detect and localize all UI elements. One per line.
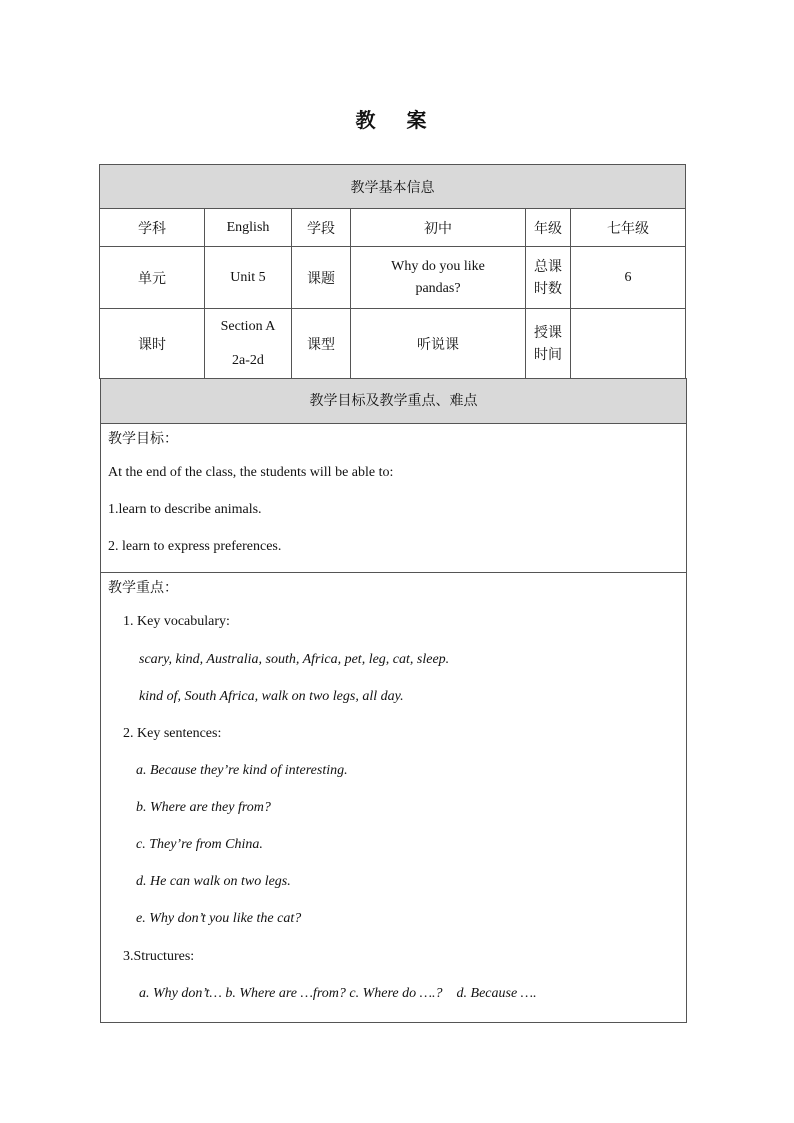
sentence-b: b. Where are they from?: [136, 800, 271, 815]
sentences-heading: 2. Key sentences:: [123, 726, 222, 741]
teaching-time-label-line1: 授课: [534, 324, 562, 341]
grade-label: 年级: [526, 209, 571, 247]
lesson-value-line2: 2a-2d: [232, 352, 264, 368]
teaching-time-label-line2: 时间: [534, 346, 562, 363]
goal-1: 1.learn to describe animals.: [108, 502, 262, 517]
lesson-value-line1: Section A: [220, 318, 276, 334]
goals-block: [101, 424, 686, 573]
total-hours-label-line2: 时数: [534, 280, 562, 297]
goals-intro: At the end of the class, the students will be able to:: [108, 465, 394, 480]
goals-label: 教学目标：: [108, 431, 178, 447]
document-title: 教 案: [355, 108, 439, 132]
vocab-heading: 1. Key vocabulary:: [123, 614, 230, 629]
teaching-time-value: [571, 309, 686, 379]
lesson-label: 课时: [100, 309, 205, 379]
total-hours-value: 6: [571, 247, 686, 309]
sentence-e: e. Why don’t you like the cat?: [136, 911, 302, 926]
unit-label: 单元: [100, 247, 205, 309]
topic-value-line2: pandas?: [415, 280, 461, 296]
objectives-header: 教学目标及教学重点、难点: [101, 379, 686, 424]
unit-value: Unit 5: [205, 247, 292, 309]
stage-value: 初中: [351, 209, 526, 247]
topic-label: 课题: [292, 247, 351, 309]
vocab-line-2: kind of, South Africa, walk on two legs, all day.: [139, 689, 404, 704]
stage-label: 学段: [292, 209, 351, 247]
topic-value: [351, 247, 526, 309]
subject-value: English: [205, 209, 292, 247]
lesson-type-value: 听说课: [351, 309, 526, 379]
sentence-c: c. They’re from China.: [136, 837, 263, 852]
lesson-type-label: 课型: [292, 309, 351, 379]
basic-info-header: 教学基本信息: [100, 165, 686, 209]
goal-2: 2. learn to express preferences.: [108, 539, 282, 554]
vocab-line-1: scary, kind, Australia, south, Africa, pet, leg, cat, sleep.: [139, 652, 450, 667]
structures-line: a. Why don’t… b. Where are …from? c. Where do ….? d. Because ….: [139, 986, 537, 1001]
grade-value: 七年级: [571, 209, 686, 247]
lesson-value: [205, 309, 292, 379]
sentence-a: a. Because they’re kind of interesting.: [136, 763, 348, 778]
teaching-time-label: [526, 309, 571, 379]
key-points-label: 教学重点：: [108, 580, 178, 596]
basic-info-table: [99, 164, 686, 379]
sentence-d: d. He can walk on two legs.: [136, 874, 291, 889]
objectives-section: [100, 378, 687, 1023]
key-points-block: [101, 573, 686, 1022]
total-hours-label-line1: 总课: [534, 258, 562, 275]
subject-label: 学科: [100, 209, 205, 247]
structures-heading: 3.Structures:: [123, 949, 195, 964]
total-hours-label: [526, 247, 571, 309]
topic-value-line1: Why do you like: [391, 258, 485, 274]
